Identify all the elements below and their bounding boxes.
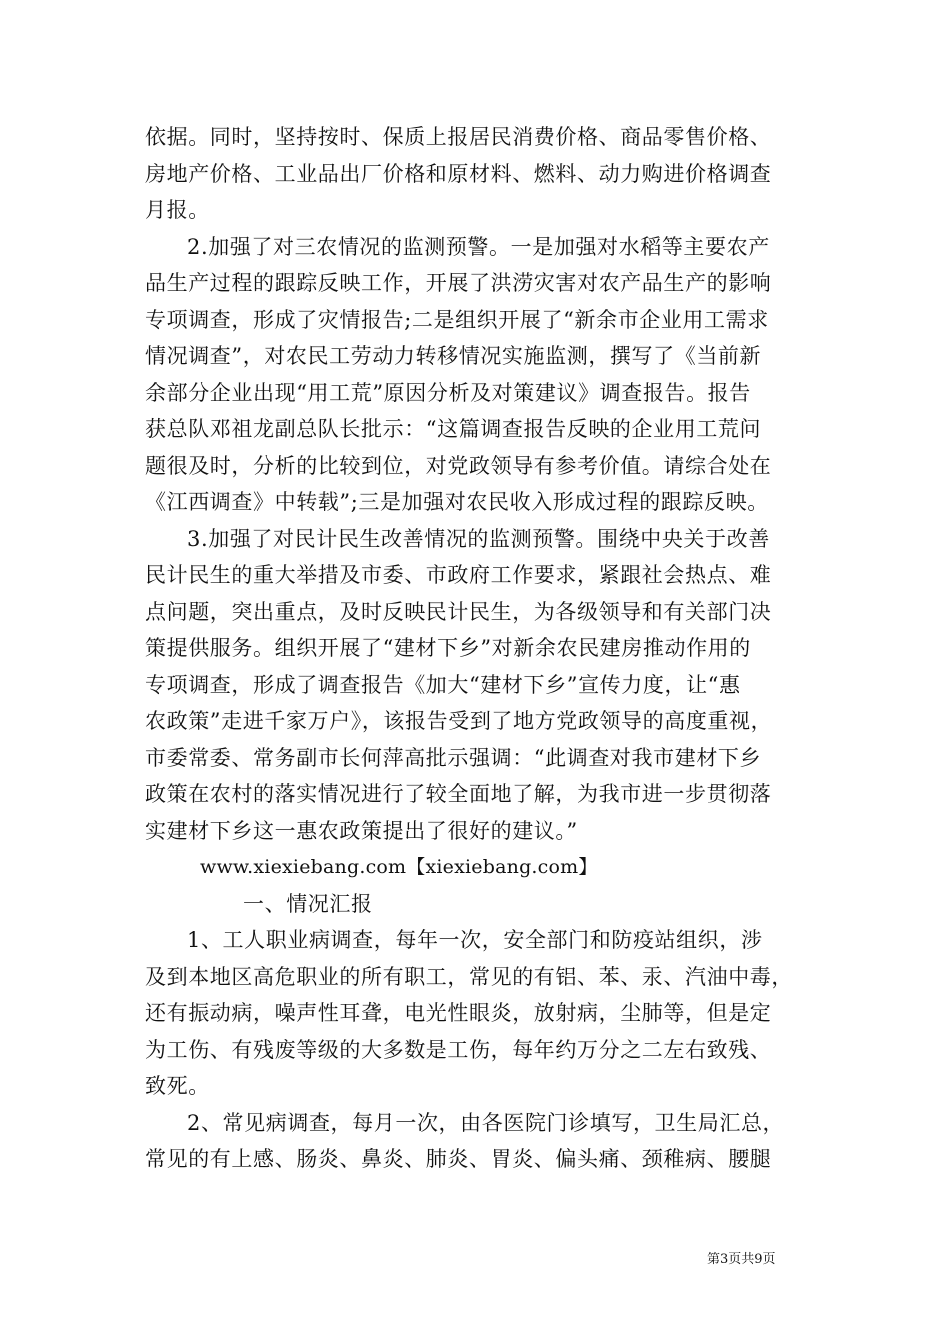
text-line: 余部分企业出现“用工荒”原因分析及对策建议》调查报告。报告 [145, 380, 751, 405]
text-line: 专项调查，形成了调查报告《加大“建材下乡”宣传力度，让“惠 [145, 672, 741, 697]
text-line: 民计民生的重大举措及市委、市政府工作要求，紧跟社会热点、难 [145, 563, 772, 587]
text-line: 《江西调查》中转载”;三是加强对农民收入形成过程的跟踪反映。 [145, 490, 769, 514]
text-line: 农政策”走进千家万户》，该报告受到了地方党政领导的高度重视， [145, 709, 773, 733]
text-line: 还有振动病，噪声性耳聋，电光性眼炎，放射病，尘肺等，但是定 [145, 1001, 772, 1025]
text-line: 1、工人职业病调查，每年一次，安全部门和防疫站组织，涉 [187, 928, 763, 952]
text-line: 政策在农村的落实情况进行了较全面地了解，为我市进一步贯彻落 [145, 782, 772, 806]
text-line: 2、常见病调查，每月一次，由各医院门诊填写，卫生局汇总， [187, 1110, 785, 1135]
text-line: 专项调查，形成了灾情报告;二是组织开展了“新余市企业用工需求 [145, 307, 769, 332]
text-line: 一、情况汇报 [243, 891, 373, 916]
text-line: 获总队邓祖龙副总队长批示：“这篇调查报告反映的企业用工荒问 [145, 417, 762, 441]
text-line: 市委常委、常务副市长何萍高批示强调：“此调查对我市建材下乡 [145, 745, 762, 770]
text-line: 为工伤、有残废等级的大多数是工伤，每年约万分之二左右致残、 [145, 1037, 772, 1062]
text-line: 房地产价格、工业品出厂价格和原材料、燃料、动力购进价格调查 [145, 161, 772, 186]
page-footer: 第3页共9页 [707, 1252, 776, 1267]
text-line: 3.加强了对民计民生改善情况的监测预警。围绕中央关于改善 [187, 526, 770, 551]
text-line: 月报。 [145, 198, 210, 222]
text-line: 实建材下乡这一惠农政策提出了很好的建议。” [145, 818, 578, 843]
text-line: 题很及时，分析的比较到位，对党政领导有参考价值。请综合处在 [145, 453, 772, 478]
text-line: 品生产过程的跟踪反映工作，开展了洪涝灾害对农产品生产的影响 [145, 271, 772, 295]
text-line: 点问题，突出重点，及时反映民计民生，为各级领导和有关部门决 [145, 599, 772, 624]
text-line: 2.加强了对三农情况的监测预警。一是加强对水稻等主要农产 [187, 234, 770, 259]
body-text [145, 119, 810, 1178]
text-line: 情况调查”，对农民工劳动力转移情况实施监测，撰写了《当前新 [145, 344, 762, 368]
text-line: 致死。 [145, 1074, 210, 1098]
source-url-line: www.xiexiebang.com【xiexiebang.com】 [200, 856, 598, 878]
text-line: 策提供服务。组织开展了“建材下乡”对新余农民建房推动作用的 [145, 636, 751, 660]
text-line: 依据。同时，坚持按时、保质上报居民消费价格、商品零售价格、 [145, 125, 772, 149]
text-line: 常见的有上感、肠炎、鼻炎、肺炎、胃炎、偏头痛、颈稚病、腰腿 [145, 1147, 772, 1171]
text-line: 及到本地区高危职业的所有职工，常见的有铝、苯、汞、汽油中毒， [145, 964, 793, 989]
